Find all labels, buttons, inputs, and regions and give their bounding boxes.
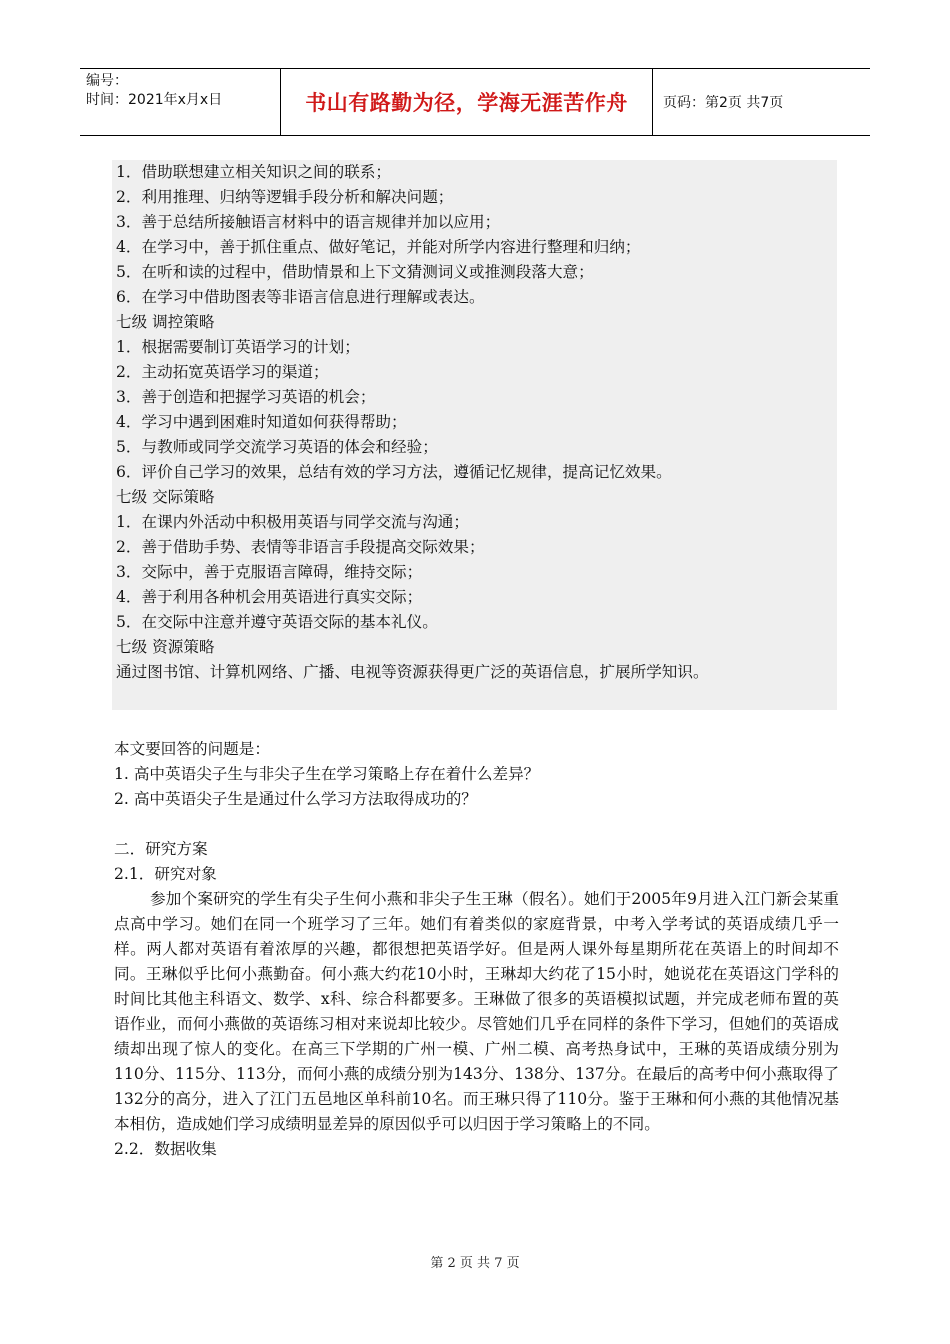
list-item: 4．善于利用各种机会用英语进行真实交际； [116, 588, 423, 606]
strategy-heading: 七级 资源策略 [116, 638, 215, 656]
strategy-heading: 七级 交际策略 [116, 488, 215, 506]
number-label: 编号： [86, 73, 128, 89]
list-item: 3．善于总结所接触语言材料中的语言规律并加以应用； [116, 213, 501, 231]
resource-paragraph: 通过图书馆、计算机网络、广播、电视等资源获得更广泛的英语信息，扩展所学知识。 [116, 663, 709, 681]
page-header [80, 68, 870, 136]
list-item: 3．善于创造和把握学习英语的机会； [116, 388, 376, 406]
list-item: 6．评价自己学习的效果，总结有效的学习方法，遵循记忆规律，提高记忆效果。 [116, 463, 672, 481]
list-item: 2．主动拓宽英语学习的渠道； [116, 363, 329, 381]
list-item: 2．善于借助手势、表情等非语言手段提高交际效果； [116, 538, 485, 556]
subjects-paragraph: 参加个案研究的学生有尖子生何小燕和非尖子生王琳（假名）。她们于2005年9月进入江门新会某重点高中学习。她们在同一个班学习了三年。她们有着类似的家庭背景，中考入学考试的英语成绩几乎一样。两人都对英语有着浓厚的兴趣，都很想把英语学好。但是两人课外每星期所花在英语上的时间却不同。王琳似乎比何小燕勤奋。何小燕大约花10小时，王琳却大约花了15小时，她说花在英语这门学科的时间比其他主科语文、数学、x科、综合科都要多。王琳做了很多的英语模拟试题，并完成老师布置的英语作业，而何小燕做的英语练习相对来说却比较少。尽管她们几乎在同样的条件下学习，但她们的英语成绩却出现了惊人的变化。在高三下学期的广州一模、广州二模、高考热身试中，王琳的英语成绩分别为110分、115分、113分，而何小燕的成绩分别为143分、138分、137分。在最后的高考中何小燕取得了132分的高分，进入了江门五邑地区单科前10名。而王琳只得了110分。鉴于王琳和何小燕的其他情况基本相仿，造成她们学习成绩明显差异的原因似乎可以归因于学习策略上的不同。 [114, 890, 839, 1133]
subsection-title: 2.2．数据收集 [114, 1140, 217, 1158]
section-title: 二．研究方案 [114, 840, 208, 858]
list-item: 5．与教师或同学交流学习英语的体会和经验； [116, 438, 438, 456]
list-item: 1．借助联想建立相关知识之间的联系； [116, 163, 392, 181]
date-label: 时间：2021年x月x日 [86, 92, 223, 108]
list-item: 5．在交际中注意并遵守英语交际的基本礼仪。 [116, 613, 438, 631]
research-plan-section [114, 837, 839, 1162]
list-item: 1．根据需要制订英语学习的计划； [116, 338, 360, 356]
question-item: 1. 高中英语尖子生与非尖子生在学习策略上存在着什么差异？ [114, 765, 540, 783]
list-item: 4．在学习中，善于抓住重点、做好笔记，并能对所学内容进行整理和归纳； [116, 238, 641, 256]
list-item: 1．在课内外活动中积极用英语与同学交流与沟通； [116, 513, 469, 531]
list-item: 5．在听和读的过程中，借助情景和上下文猜测词义或推测段落大意； [116, 263, 594, 281]
question-item: 2. 高中英语尖子生是通过什么学习方法取得成功的？ [114, 790, 477, 808]
page-info: 页码：第2页 共7页 [663, 95, 784, 111]
strategy-list-box [112, 160, 837, 710]
subsection-title: 2.1．研究对象 [114, 865, 217, 883]
list-item: 2．利用推理、归纳等逻辑手段分析和解决问题； [116, 188, 454, 206]
list-item: 4．学习中遇到困难时知道如何获得帮助； [116, 413, 407, 431]
questions-intro: 本文要回答的问题是： [114, 740, 270, 758]
research-questions [114, 737, 839, 812]
strategy-heading: 七级 调控策略 [116, 313, 215, 331]
header-motto: 书山有路勤为径，学海无涯苦作舟 [281, 69, 653, 135]
page-footer: 第 2 页 共 7 页 [430, 1256, 520, 1271]
list-item: 3．交际中，善于克服语言障碍，维持交际； [116, 563, 423, 581]
list-item: 6．在学习中借助图表等非语言信息进行理解或表达。 [116, 288, 485, 306]
header-meta [80, 69, 281, 135]
